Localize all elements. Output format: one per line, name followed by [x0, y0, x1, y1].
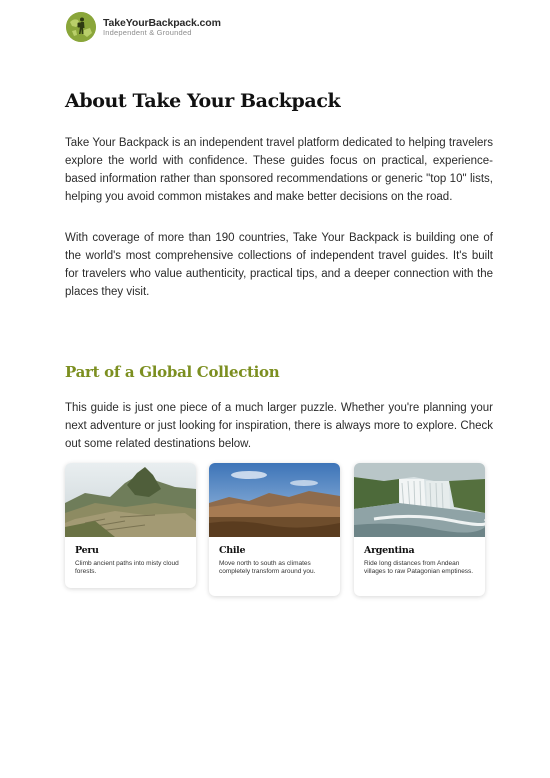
brand-block	[103, 18, 221, 37]
destination-card-argentina[interactable]	[354, 463, 485, 596]
destination-card-peru[interactable]	[65, 463, 196, 588]
machu-picchu-photo	[65, 463, 196, 537]
card-title: Peru	[75, 545, 99, 556]
destination-card-chile[interactable]	[209, 463, 340, 596]
site-header	[66, 12, 221, 42]
card-description: Move north to south as climates completely transform around you.	[219, 560, 316, 575]
brand-name[interactable]: TakeYourBackpack.com	[103, 16, 221, 29]
card-title: Chile	[219, 545, 246, 556]
collection-title: Part of a Global Collection	[65, 363, 280, 381]
about-paragraph-2: With coverage of more than 190 countries, Take Your Backpack is building one of the world's most comprehensive collections of independent travel guides. It's built for travelers who value authenticity, practical tips, and a deeper connection with the places they visit.	[65, 232, 493, 298]
iguazu-falls-photo	[354, 463, 485, 537]
card-description: Climb ancient paths into misty cloud forests.	[75, 560, 179, 575]
globe-hiker-icon[interactable]	[66, 12, 96, 42]
collection-intro: This guide is just one piece of a much larger puzzle. Whether you're planning your next adventure or just looking for inspiration, there is always more to explore. Check out some related destinations below.	[65, 402, 493, 450]
card-description: Ride long distances from Andean villages to raw Patagonian emptiness.	[364, 560, 474, 575]
about-title: About Take Your Backpack	[65, 90, 341, 112]
desert-valley-photo	[209, 463, 340, 537]
card-title: Argentina	[364, 545, 415, 556]
about-paragraph-1: Take Your Backpack is an independent travel platform dedicated to helping travelers explore the world with confidence. These guides focus on practical, experience-based information rather than sponsored recommendations or generic "top 10" lists, helping you avoid common mistakes and make better decisions on the road.	[65, 137, 493, 203]
brand-tagline: Independent & Grounded	[103, 28, 192, 37]
